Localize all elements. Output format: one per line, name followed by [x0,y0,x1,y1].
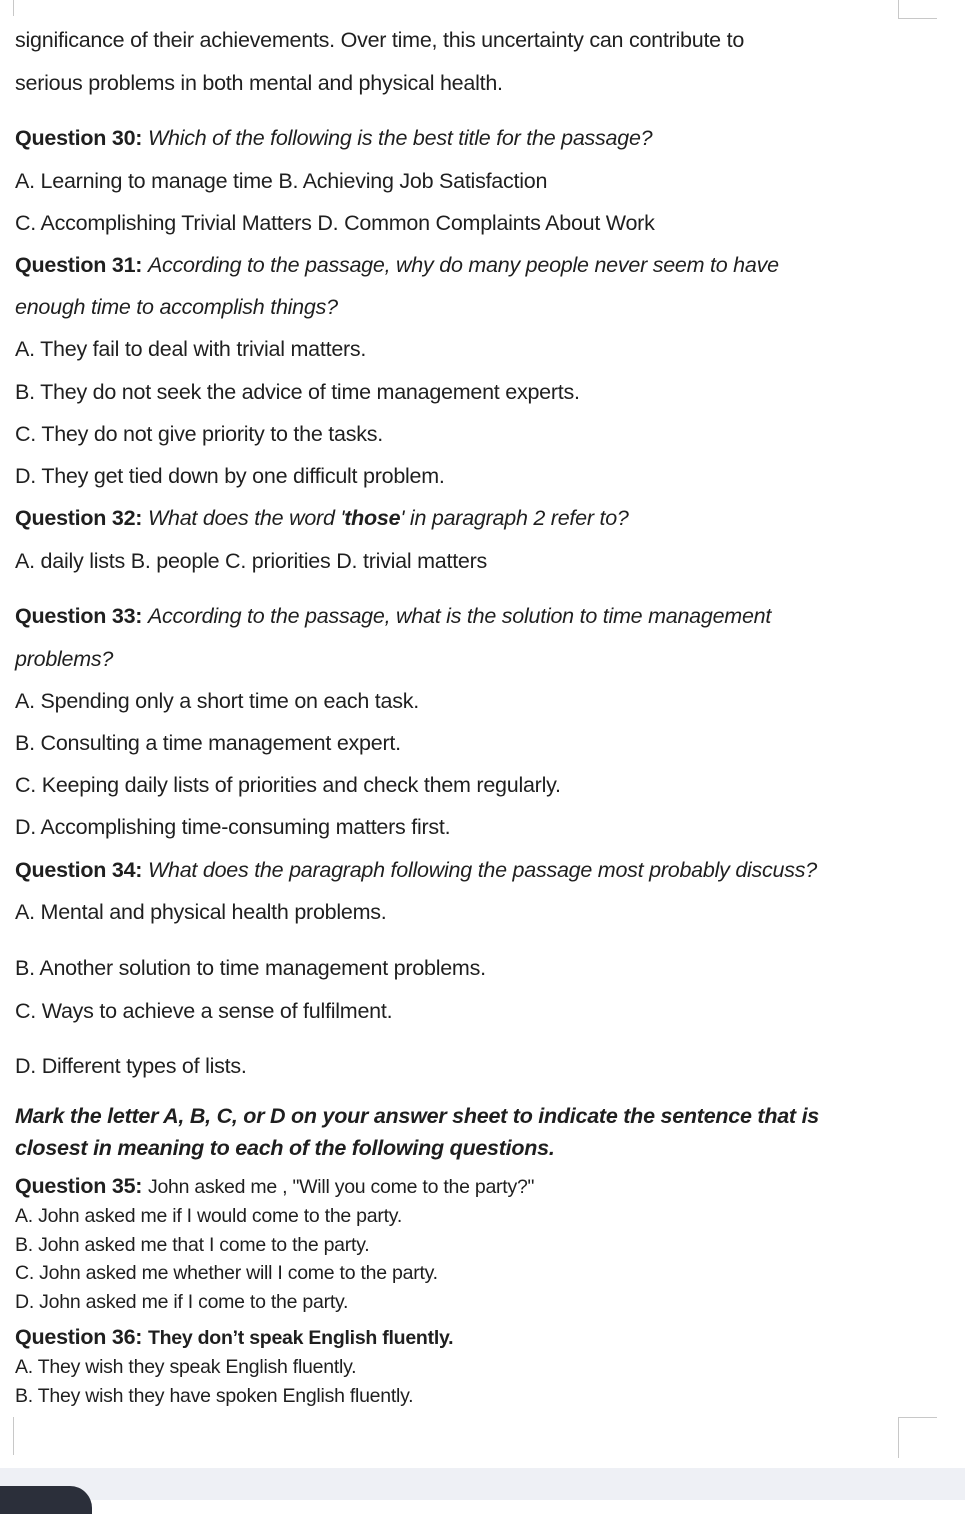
question-30 [15,125,652,151]
question-label: Question 34: [15,858,143,882]
question-text: problems? [15,647,114,671]
option-b: B. They wish they have spoken English fluently. [15,1385,414,1407]
option-a: A. Spending only a short time on each task. [15,689,419,713]
question-text: John asked me , "Will you come to the party?" [147,1176,535,1198]
option-b: B. Consulting a time management expert. [15,731,401,755]
instruction: Mark the letter A, B, C, or D on your answer sheet to indicate the sentence that is [15,1104,819,1128]
question-text: enough time to accomplish things? [15,295,338,319]
question-text: According to the passage, what is the solution to time management [147,604,772,628]
question-35 [15,1173,534,1200]
option-c: C. They do not give priority to the tasks. [15,422,383,446]
question-text: What does the paragraph following the passage most probably discuss? [147,858,817,882]
question-label: Question 36: [15,1325,143,1349]
option-a: A. John asked me if I would come to the party. [15,1205,403,1227]
question-text-part: What does the word ' [147,506,345,530]
crop-mark-bottom-right [898,1417,937,1458]
option-b: B. They do not seek the advice of time management experts. [15,380,580,404]
option-line: C. Accomplishing Trivial Matters D. Common Complaints About Work [15,211,655,235]
instruction: closest in meaning to each of the following questions. [15,1136,555,1160]
crop-mark-top-right [898,0,937,19]
question-text: According to the passage, why do many people never seem to have [147,253,779,277]
question-text-part: ' in paragraph 2 refer to? [400,506,629,530]
question-label: Question 32: [15,506,143,530]
option-d: D. Different types of lists. [15,1054,247,1078]
question-label: Question 33: [15,604,143,628]
option-a: A. They wish they speak English fluently. [15,1356,357,1378]
option-c: C. Keeping daily lists of priorities and check them regularly. [15,773,561,797]
option-line: A. daily lists B. people C. priorities D. trivial matters [15,549,488,573]
option-line: A. Learning to manage time B. Achieving Job Satisfaction [15,169,548,193]
option-a: A. Mental and physical health problems. [15,900,387,924]
question-label: Question 30: [15,126,143,150]
question-32 [15,505,629,531]
option-c: C. John asked me whether will I come to the party. [15,1262,438,1284]
option-a: A. They fail to deal with trivial matters. [15,337,367,361]
question-36 [15,1324,453,1351]
keyword: those [344,506,401,530]
question-text: They don’t speak English fluently. [147,1327,454,1349]
question-33 [15,603,771,629]
question-label: Question 35: [15,1174,143,1198]
option-c: C. Ways to achieve a sense of fulfilment. [15,999,393,1023]
bottom-bar [0,1468,965,1500]
option-d: D. They get tied down by one difficult problem. [15,464,445,488]
question-34 [15,857,817,883]
passage-line: significance of their achievements. Over time, this uncertainty can contribute to [15,28,745,52]
option-b: B. John asked me that I come to the party. [15,1234,370,1256]
scroll-handle[interactable] [0,1486,92,1514]
option-d: D. John asked me if I come to the party. [15,1291,349,1313]
question-label: Question 31: [15,253,143,277]
question-text: Which of the following is the best title for the passage? [147,126,653,150]
crop-mark-top-left [13,0,14,16]
question-text [148,506,629,530]
question-31 [15,252,779,278]
option-d: D. Accomplishing time-consuming matters first. [15,815,451,839]
crop-mark-bottom-left [13,1417,14,1455]
option-b: B. Another solution to time management problems. [15,956,486,980]
passage-line: serious problems in both mental and physical health. [15,71,503,95]
